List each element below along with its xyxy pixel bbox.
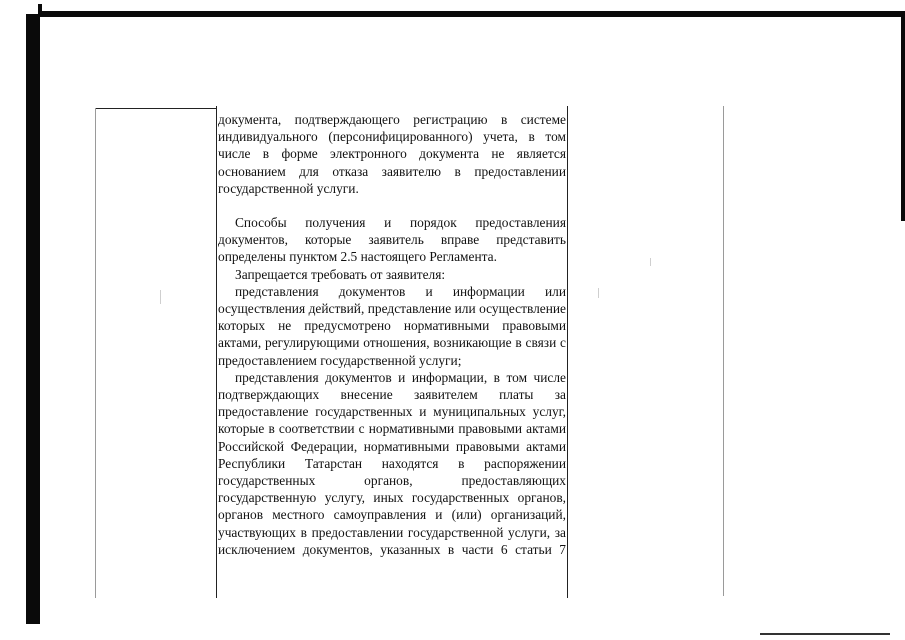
document-text-column bbox=[218, 111, 566, 558]
scan-speck bbox=[650, 258, 651, 266]
table-top-line bbox=[95, 108, 217, 109]
paragraph-prohibition-item-1: представления документов и информации или осуществления действий, представление или осуществление которых не предусмотрено нормативными правовыми актами, регулирующими отношения, возникающие в связи с предоставлением государственной услуги; bbox=[218, 283, 566, 368]
paragraph-prohibition-heading: Запрещается требовать от заявителя: bbox=[235, 266, 446, 282]
paragraph-document-methods: Способы получения и порядок предоставления документов, которые заявитель вправе представить определены пунктом 2.5 настоящего Регламента. bbox=[218, 215, 566, 265]
table-column-line-4 bbox=[723, 106, 724, 596]
table-column-line-2 bbox=[216, 106, 217, 598]
scan-border-top bbox=[38, 11, 905, 17]
paragraph-prohibition-item-2: представления документов и информации, в том числе подтверждающих внесение заявителем платы за предоставление государственных и муниципальных услуг, которые в соответствии с нормативными правовыми актами Российской Федерации, нормативными правовыми актами Республики Татарстан находятся в распоряжении государственных органов, предоставляющих государственную услугу, иных государственных органов, органов местного самоуправления и (или) организаций, участвующих в предоставлении государственной услуги, за исключением документов, указанных в части 6 статьи 7 bbox=[218, 369, 566, 557]
scan-border-bottom bbox=[760, 633, 890, 635]
scan-speck bbox=[160, 290, 161, 304]
table-column-line-1 bbox=[95, 108, 96, 598]
table-column-line-3 bbox=[567, 106, 568, 598]
scan-border-left bbox=[26, 14, 40, 624]
scan-border-right bbox=[901, 11, 905, 221]
scan-speck bbox=[598, 288, 599, 298]
paragraph-continuation: документа, подтверждающего регистрацию в системе индивидуального (персонифицированного) учета, в том числе в форме электронного документа не является основанием для отказа заявителю в предоставлении государственной услуги. bbox=[218, 112, 566, 196]
